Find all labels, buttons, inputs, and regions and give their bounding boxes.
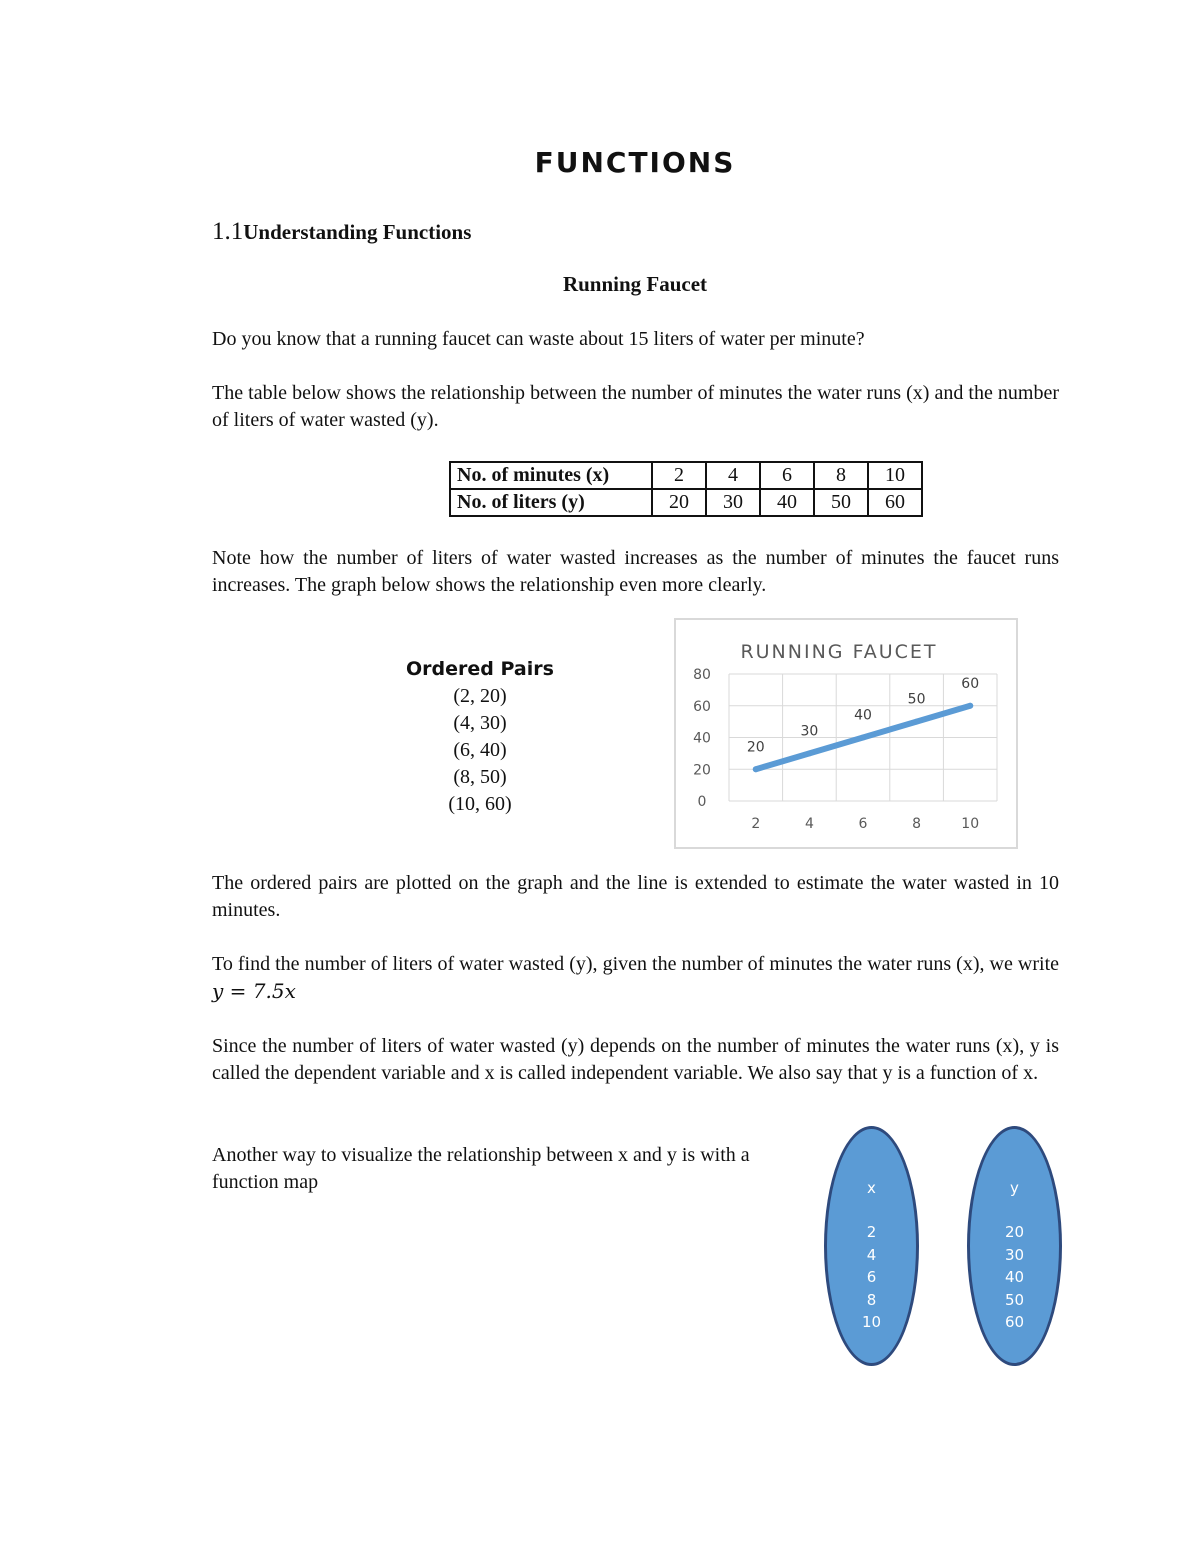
range-value: 60 <box>1004 1313 1025 1332</box>
equation: y = 7.5x <box>212 979 296 1003</box>
domain-ellipse <box>824 1126 919 1366</box>
table-cell: 4 <box>706 462 760 489</box>
table-row-minutes <box>450 462 922 489</box>
ordered-pair: (4, 30) <box>453 712 507 734</box>
ordered-pair: (8, 50) <box>453 766 507 788</box>
data-label: 20 <box>746 739 765 756</box>
range-ellipse <box>967 1126 1062 1366</box>
section-heading <box>212 218 471 246</box>
range-label: y <box>1010 1179 1019 1197</box>
table-cell: 20 <box>652 489 706 516</box>
data-point <box>753 766 759 772</box>
data-point <box>914 719 920 725</box>
table-cell: 8 <box>814 462 868 489</box>
y-tick-label: 20 <box>693 762 711 779</box>
chart-container <box>674 618 1018 849</box>
table-header-liters: No. of liters (y) <box>450 489 652 516</box>
data-point <box>860 735 866 741</box>
section-title: Understanding Functions <box>243 220 472 244</box>
ordered-pairs <box>380 656 580 818</box>
x-tick-label: 8 <box>912 816 922 832</box>
x-tick-label: 4 <box>804 816 814 832</box>
table-cell: 10 <box>868 462 922 489</box>
x-tick-label: 10 <box>961 816 980 832</box>
table-cell: 30 <box>706 489 760 516</box>
subtitle: Running Faucet <box>562 272 708 296</box>
section-number: 1.1 <box>212 218 244 245</box>
x-tick-label: 6 <box>858 816 868 832</box>
domain-value: 4 <box>866 1245 877 1264</box>
ordered-pair: (6, 40) <box>453 739 507 761</box>
data-label: 40 <box>854 707 872 724</box>
table-cell: 60 <box>868 489 922 516</box>
y-tick-label: 80 <box>693 667 711 683</box>
table-cell: 2 <box>652 462 706 489</box>
running-faucet-chart <box>676 620 1016 847</box>
table-cell: 40 <box>760 489 814 516</box>
data-table <box>449 461 923 517</box>
paragraph-note: Note how the number of liters of water wasted increases as the number of minutes the faucet runs increases. The graph below shows the relationship even more clearly. <box>212 547 1059 596</box>
data-label: 30 <box>800 723 819 740</box>
domain-value: 8 <box>866 1290 877 1309</box>
data-point <box>806 750 812 756</box>
y-tick-label: 40 <box>693 730 711 747</box>
ordered-pairs-heading: Ordered Pairs <box>406 658 554 680</box>
y-tick-label: 0 <box>697 794 707 810</box>
equation-intro: To find the number of liters of water wasted (y), given the number of minutes the water runs (x), we write <box>212 953 1059 975</box>
range-value: 40 <box>1004 1268 1025 1287</box>
table-row-liters <box>450 489 922 516</box>
range-value: 30 <box>1004 1245 1025 1264</box>
range-value: 50 <box>1004 1290 1025 1309</box>
paragraph-intro: Do you know that a running faucet can waste about 15 liters of water per minute? <box>212 328 865 350</box>
paragraph-dependent: Since the number of liters of water wasted (y) depends on the number of minutes the water runs (x), y is called the dependent variable and x is called independent variable. We also say that y is a function of x. <box>212 1035 1059 1084</box>
x-tick-label: 2 <box>751 816 761 832</box>
domain-value: 2 <box>866 1223 877 1241</box>
table-header-minutes: No. of minutes (x) <box>450 462 652 489</box>
data-point <box>967 703 973 709</box>
table-cell: 50 <box>814 489 868 516</box>
range-value: 20 <box>1004 1223 1025 1241</box>
domain-label: x <box>867 1179 876 1197</box>
paragraph-equation <box>212 951 1059 1006</box>
domain-value: 10 <box>861 1313 882 1332</box>
paragraph-table-intro: The table below shows the relationship between the number of minutes the water runs (x) and the number of liters of water wasted (y). <box>212 382 1059 431</box>
chart-title: RUNNING FAUCET <box>740 641 938 663</box>
page-title: FUNCTIONS <box>534 146 736 179</box>
ordered-pair: (2, 20) <box>453 685 507 707</box>
data-label: 60 <box>961 675 980 692</box>
table-cell: 6 <box>760 462 814 489</box>
domain-value: 6 <box>866 1268 877 1287</box>
data-label: 50 <box>907 691 926 708</box>
y-tick-label: 60 <box>693 698 711 715</box>
paragraph-function-map: Another way to visualize the relationship between x and y is with a function map <box>212 1144 750 1193</box>
ordered-pair: (10, 60) <box>448 793 512 815</box>
paragraph-plotted: The ordered pairs are plotted on the graph and the line is extended to estimate the water wasted in 10 minutes. <box>212 872 1059 921</box>
